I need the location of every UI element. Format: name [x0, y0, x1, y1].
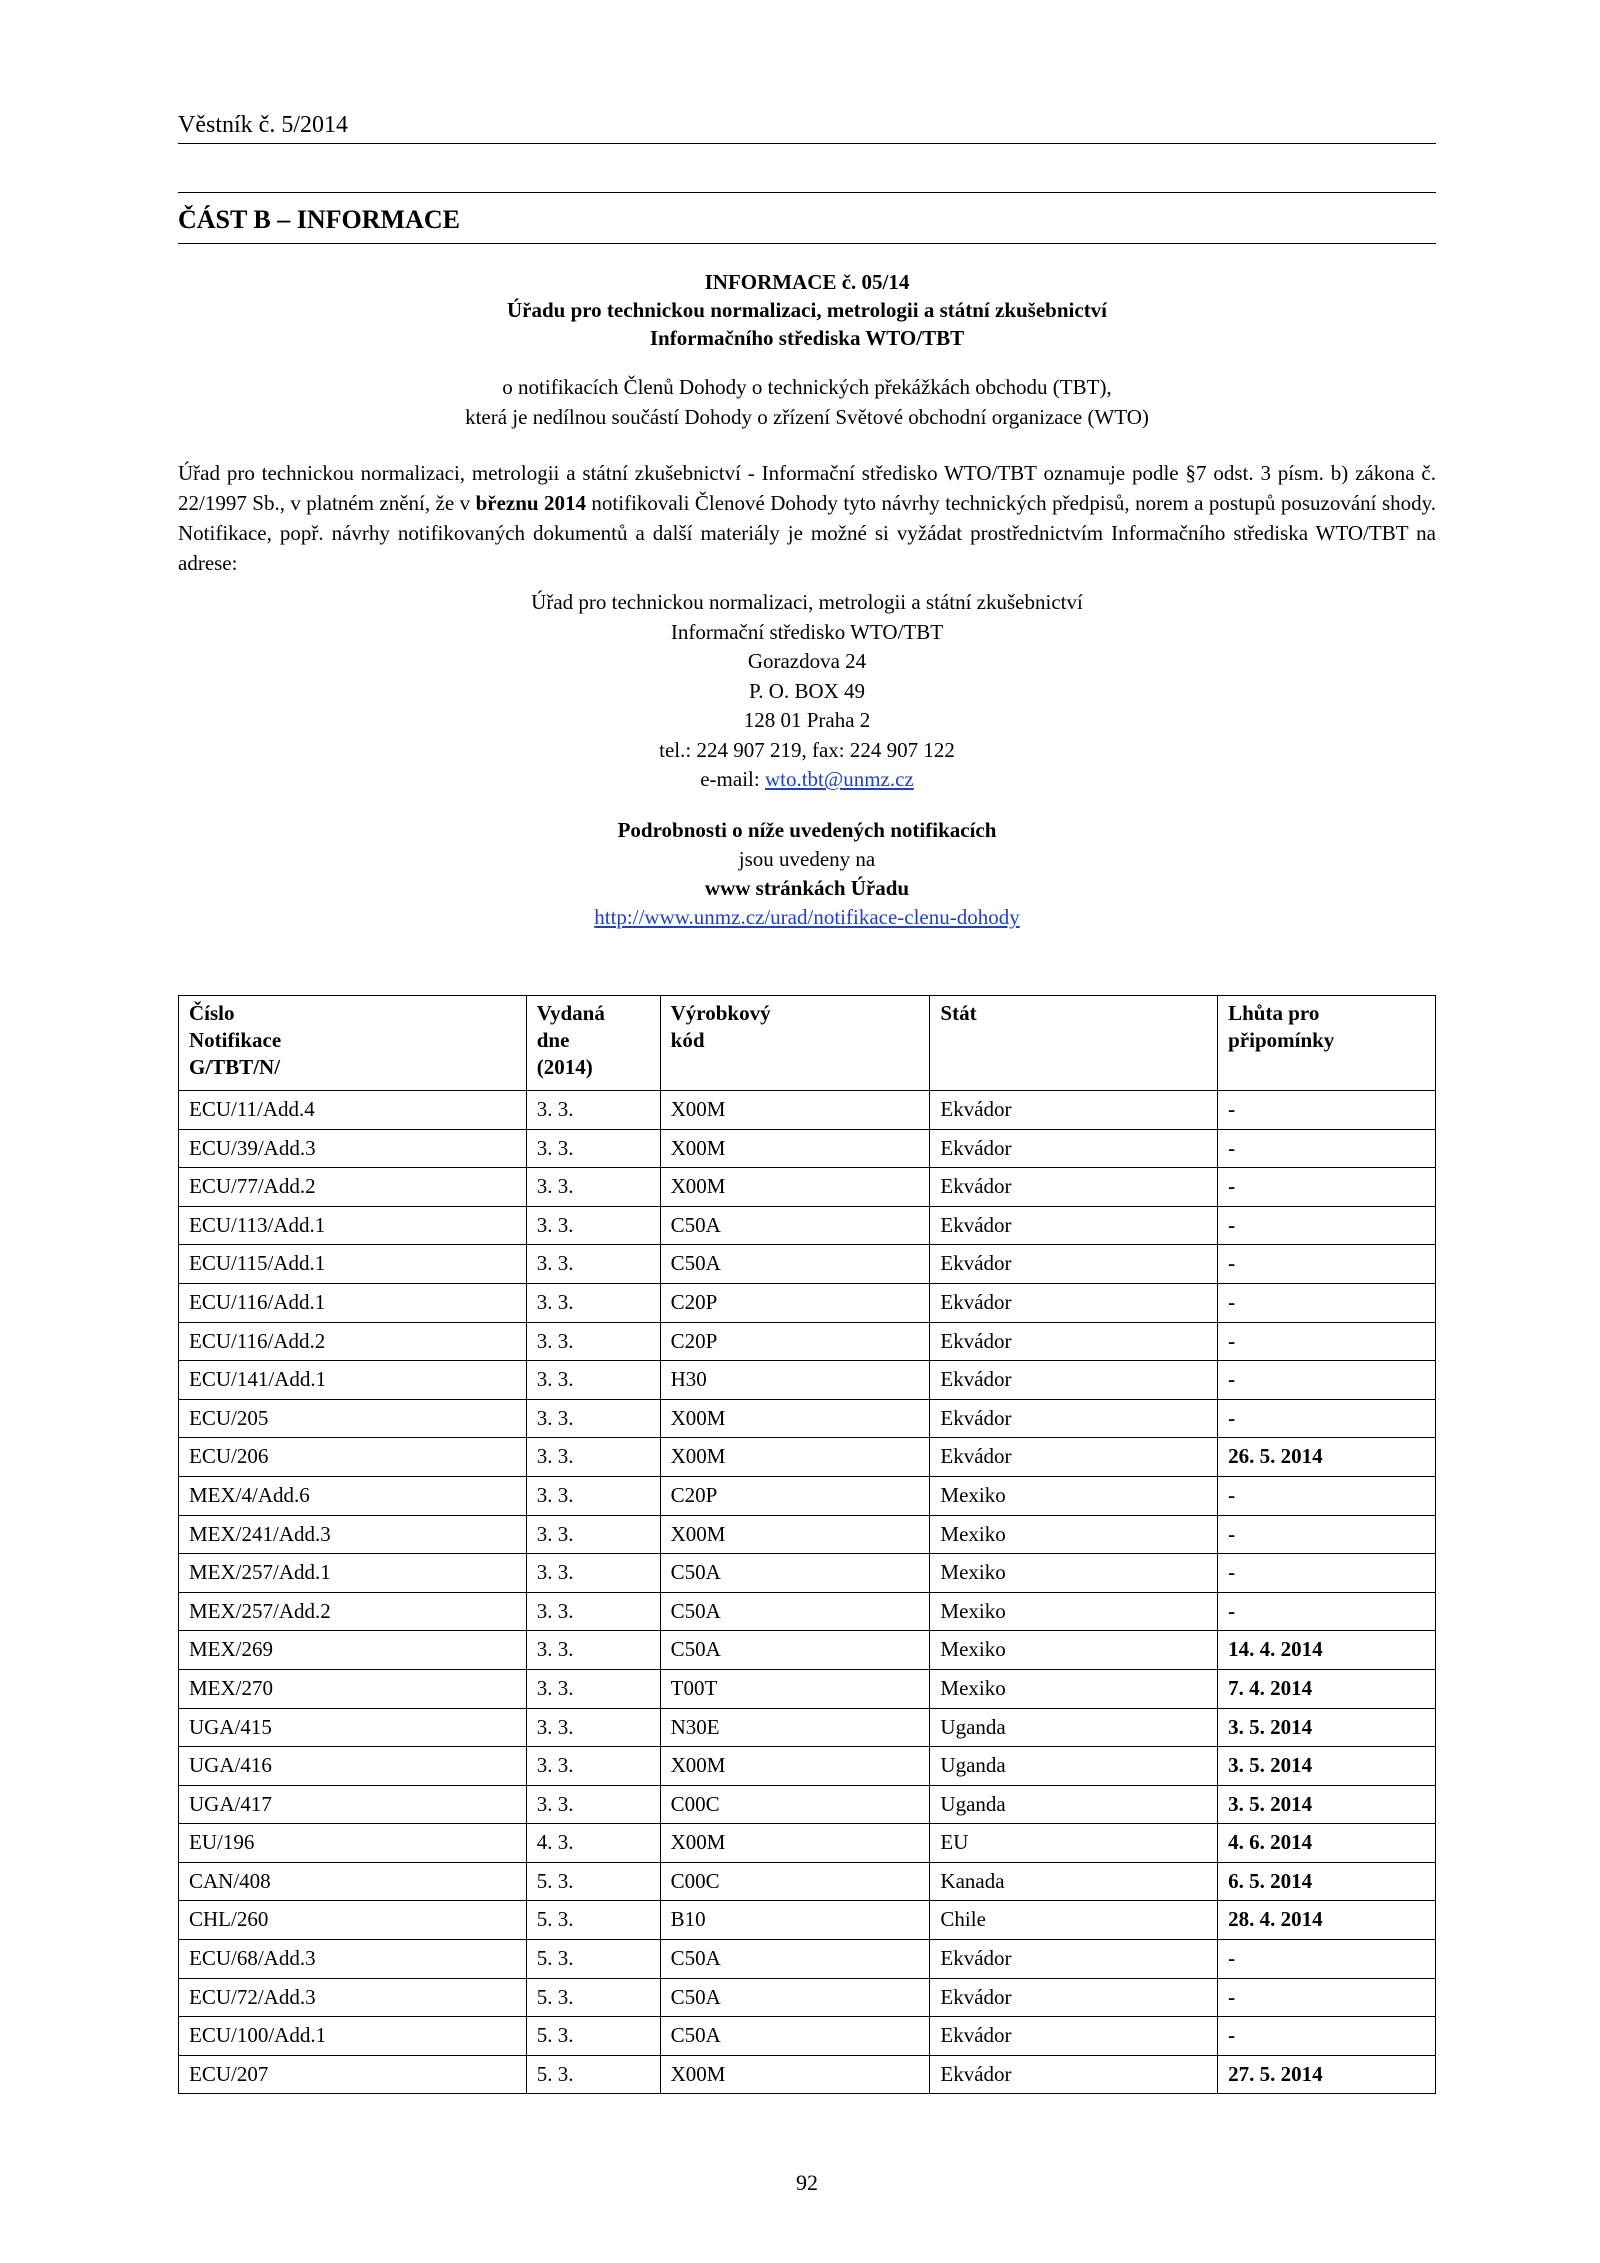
- table-row: [179, 1091, 1436, 1130]
- cell-issued-date: 3. 3.: [526, 1747, 660, 1786]
- cell-country: Ekvádor: [930, 1940, 1218, 1979]
- cell-product-code: C50A: [660, 1206, 930, 1245]
- table-row: [179, 1824, 1436, 1863]
- header-text: Stát: [940, 1001, 977, 1025]
- cell-comment-deadline: 7. 4. 2014: [1218, 1669, 1436, 1708]
- cell-notification-number: MEX/241/Add.3: [179, 1515, 527, 1554]
- cell-notification-number: ECU/116/Add.1: [179, 1283, 527, 1322]
- cell-notification-number: ECU/116/Add.2: [179, 1322, 527, 1361]
- details-line-1: Podrobnosti o níže uvedených notifikacích: [617, 818, 997, 842]
- info-about-line2: která je nedílnou součástí Dohody o zřízení Světové obchodní organizace (WTO): [465, 405, 1149, 429]
- cell-product-code: X00M: [660, 1091, 930, 1130]
- cell-country: Ekvádor: [930, 1245, 1218, 1284]
- cell-country: Ekvádor: [930, 1438, 1218, 1477]
- cell-notification-number: ECU/141/Add.1: [179, 1361, 527, 1400]
- cell-issued-date: 3. 3.: [526, 1091, 660, 1130]
- cell-comment-deadline: -: [1218, 1978, 1436, 2017]
- cell-comment-deadline: -: [1218, 1940, 1436, 1979]
- cell-product-code: N30E: [660, 1708, 930, 1747]
- cell-comment-deadline: -: [1218, 1592, 1436, 1631]
- cell-issued-date: 3. 3.: [526, 1515, 660, 1554]
- col-header-product-code: [660, 996, 930, 1091]
- table-row: [179, 1515, 1436, 1554]
- cell-notification-number: MEX/269: [179, 1631, 527, 1670]
- cell-country: Uganda: [930, 1747, 1218, 1786]
- cell-issued-date: 3. 3.: [526, 1708, 660, 1747]
- table-row: [179, 1361, 1436, 1400]
- cell-country: Ekvádor: [930, 1978, 1218, 2017]
- cell-notification-number: ECU/207: [179, 2055, 527, 2094]
- info-center: Informačního střediska WTO/TBT: [649, 326, 965, 350]
- cell-country: Uganda: [930, 1785, 1218, 1824]
- cell-comment-deadline: 3. 5. 2014: [1218, 1747, 1436, 1786]
- cell-issued-date: 3. 3.: [526, 1129, 660, 1168]
- cell-notification-number: ECU/11/Add.4: [179, 1091, 527, 1130]
- table-row: [179, 2017, 1436, 2056]
- details-line-3: www stránkách Úřadu: [704, 876, 910, 900]
- header-text: (2014): [536, 1055, 593, 1079]
- details-url-link[interactable]: http://www.unmz.cz/urad/notifikace-clenu-dohody: [594, 905, 1020, 929]
- info-office: Úřadu pro technickou normalizaci, metrologii a státní zkušebnictví: [506, 298, 1108, 322]
- cell-issued-date: 3. 3.: [526, 1554, 660, 1593]
- table-row: [179, 1785, 1436, 1824]
- cell-comment-deadline: -: [1218, 1091, 1436, 1130]
- header-text: Notifikace: [189, 1028, 282, 1052]
- cell-comment-deadline: 3. 5. 2014: [1218, 1708, 1436, 1747]
- cell-comment-deadline: -: [1218, 1554, 1436, 1593]
- cell-comment-deadline: -: [1218, 1206, 1436, 1245]
- cell-product-code: T00T: [660, 1669, 930, 1708]
- cell-comment-deadline: 27. 5. 2014: [1218, 2055, 1436, 2094]
- cell-notification-number: ECU/113/Add.1: [179, 1206, 527, 1245]
- cell-country: Ekvádor: [930, 1399, 1218, 1438]
- cell-product-code: X00M: [660, 1438, 930, 1477]
- cell-country: Mexiko: [930, 1476, 1218, 1515]
- table-row: [179, 1631, 1436, 1670]
- cell-country: Chile: [930, 1901, 1218, 1940]
- table-row: [179, 1206, 1436, 1245]
- cell-country: Ekvádor: [930, 1361, 1218, 1400]
- cell-product-code: X00M: [660, 1399, 930, 1438]
- col-header-deadline: [1218, 996, 1436, 1091]
- cell-issued-date: 3. 3.: [526, 1322, 660, 1361]
- cell-issued-date: 5. 3.: [526, 2017, 660, 2056]
- cell-product-code: C50A: [660, 1940, 930, 1979]
- table-row: [179, 1129, 1436, 1168]
- address-line-2: Informační středisko WTO/TBT: [670, 619, 944, 644]
- cell-notification-number: ECU/206: [179, 1438, 527, 1477]
- cell-country: Mexiko: [930, 1631, 1218, 1670]
- table-row: [179, 1940, 1436, 1979]
- cell-country: Ekvádor: [930, 1206, 1218, 1245]
- table-header-row: [179, 996, 1436, 1091]
- header-text: dne: [536, 1028, 570, 1052]
- cell-product-code: X00M: [660, 2055, 930, 2094]
- intro-text-1: Úřad pro technickou normalizaci, metrologii a státní zkušebnictví - Informační středisko WTO/TBT oznamuje podle §7 odst. 3 písm. b) zákona č. 22/1997 Sb., v platném znění, že v: [178, 461, 1436, 515]
- intro-month: březnu 2014: [475, 491, 586, 515]
- header-text: G/TBT/N/: [189, 1055, 281, 1079]
- info-heading: [178, 268, 1436, 352]
- cell-country: EU: [930, 1824, 1218, 1863]
- address-line-4: P. O. BOX 49: [748, 678, 866, 703]
- table-row: [179, 1901, 1436, 1940]
- cell-product-code: C00C: [660, 1785, 930, 1824]
- cell-notification-number: CHL/260: [179, 1901, 527, 1940]
- header-text: Číslo: [189, 1001, 235, 1025]
- header-text: připomínky: [1228, 1028, 1335, 1052]
- cell-product-code: C50A: [660, 1554, 930, 1593]
- cell-country: Ekvádor: [930, 2017, 1218, 2056]
- table-row: [179, 1283, 1436, 1322]
- address-line-5: 128 01 Praha 2: [743, 708, 871, 732]
- cell-comment-deadline: -: [1218, 1322, 1436, 1361]
- cell-notification-number: EU/196: [179, 1824, 527, 1863]
- cell-issued-date: 3. 3.: [526, 1592, 660, 1631]
- cell-comment-deadline: -: [1218, 1361, 1436, 1400]
- col-header-notification: [179, 996, 527, 1091]
- cell-product-code: X00M: [660, 1747, 930, 1786]
- cell-notification-number: ECU/115/Add.1: [179, 1245, 527, 1284]
- cell-product-code: C20P: [660, 1322, 930, 1361]
- table-row: [179, 1669, 1436, 1708]
- table-body: [179, 1091, 1436, 2094]
- cell-comment-deadline: -: [1218, 1168, 1436, 1207]
- email-link[interactable]: wto.tbt@unmz.cz: [764, 767, 914, 791]
- header-text: Výrobkový: [670, 1001, 771, 1025]
- table-row: [179, 1399, 1436, 1438]
- cell-issued-date: 5. 3.: [526, 1940, 660, 1979]
- journal-header: Věstník č. 5/2014: [178, 112, 1436, 144]
- details-line-2: jsou uvedeny na: [738, 847, 876, 871]
- cell-comment-deadline: 6. 5. 2014: [1218, 1862, 1436, 1901]
- table-row: [179, 1747, 1436, 1786]
- header-text: kód: [670, 1028, 705, 1052]
- cell-notification-number: ECU/68/Add.3: [179, 1940, 527, 1979]
- cell-issued-date: 3. 3.: [526, 1476, 660, 1515]
- table-row: [179, 1862, 1436, 1901]
- cell-comment-deadline: 3. 5. 2014: [1218, 1785, 1436, 1824]
- page-number: 92: [796, 2170, 818, 2195]
- address-line-1: Úřad pro technickou normalizaci, metrologii a státní zkušebnictví: [531, 590, 1083, 614]
- cell-comment-deadline: 4. 6. 2014: [1218, 1824, 1436, 1863]
- cell-comment-deadline: -: [1218, 1399, 1436, 1438]
- cell-product-code: C00C: [660, 1862, 930, 1901]
- cell-product-code: H30: [660, 1361, 930, 1400]
- cell-issued-date: 3. 3.: [526, 1785, 660, 1824]
- cell-product-code: C20P: [660, 1283, 930, 1322]
- cell-product-code: C50A: [660, 1245, 930, 1284]
- table-row: [179, 1438, 1436, 1477]
- cell-issued-date: 3. 3.: [526, 1438, 660, 1477]
- cell-issued-date: 3. 3.: [526, 1206, 660, 1245]
- cell-product-code: C50A: [660, 2017, 930, 2056]
- cell-product-code: X00M: [660, 1515, 930, 1554]
- cell-comment-deadline: 14. 4. 2014: [1218, 1631, 1436, 1670]
- cell-issued-date: 5. 3.: [526, 1862, 660, 1901]
- cell-issued-date: 5. 3.: [526, 2055, 660, 2094]
- intro-paragraph: [178, 458, 1436, 578]
- table-row: [179, 1708, 1436, 1747]
- table-row: [179, 1476, 1436, 1515]
- cell-product-code: X00M: [660, 1168, 930, 1207]
- cell-issued-date: 3. 3.: [526, 1168, 660, 1207]
- cell-notification-number: MEX/257/Add.2: [179, 1592, 527, 1631]
- cell-comment-deadline: -: [1218, 1283, 1436, 1322]
- cell-notification-number: UGA/415: [179, 1708, 527, 1747]
- cell-issued-date: 3. 3.: [526, 1245, 660, 1284]
- cell-country: Ekvádor: [930, 1129, 1218, 1168]
- cell-country: Mexiko: [930, 1554, 1218, 1593]
- table-row: [179, 1978, 1436, 2017]
- cell-country: Ekvádor: [930, 2055, 1218, 2094]
- cell-comment-deadline: -: [1218, 1476, 1436, 1515]
- cell-product-code: C50A: [660, 1592, 930, 1631]
- cell-issued-date: 3. 3.: [526, 1669, 660, 1708]
- header-text: Vydaná: [536, 1001, 605, 1025]
- cell-country: Ekvádor: [930, 1322, 1218, 1361]
- info-number: INFORMACE č. 05/14: [704, 270, 910, 294]
- table-row: [179, 1322, 1436, 1361]
- header-text: Lhůta pro: [1228, 1001, 1320, 1025]
- cell-product-code: C20P: [660, 1476, 930, 1515]
- cell-issued-date: 5. 3.: [526, 1901, 660, 1940]
- cell-country: Ekvádor: [930, 1283, 1218, 1322]
- table-row: [179, 2055, 1436, 2094]
- info-subheading: [178, 372, 1436, 432]
- cell-product-code: B10: [660, 1901, 930, 1940]
- cell-notification-number: MEX/270: [179, 1669, 527, 1708]
- cell-issued-date: 5. 3.: [526, 1978, 660, 2017]
- cell-country: Kanada: [930, 1862, 1218, 1901]
- col-header-country: [930, 996, 1218, 1091]
- address-email-line: [178, 765, 1436, 795]
- cell-country: Mexiko: [930, 1515, 1218, 1554]
- address-phone: tel.: 224 907 219, fax: 224 907 122: [659, 737, 955, 762]
- cell-product-code: X00M: [660, 1824, 930, 1863]
- cell-country: Mexiko: [930, 1669, 1218, 1708]
- cell-product-code: C50A: [660, 1978, 930, 2017]
- cell-product-code: X00M: [660, 1129, 930, 1168]
- intro-text-2: notifikovali Členové Dohody tyto návrhy technických předpisů, norem a postupů posuzování shody. Notifikace, popř. návrhy notifikovaných dokumentů a další materiály je možné si vyžádat prostřednictvím Informačního střediska WTO/TBT na adrese:: [178, 491, 1437, 575]
- table-row: [179, 1554, 1436, 1593]
- cell-comment-deadline: -: [1218, 1129, 1436, 1168]
- cell-notification-number: ECU/100/Add.1: [179, 2017, 527, 2056]
- cell-country: Mexiko: [930, 1592, 1218, 1631]
- address-block: [178, 588, 1436, 795]
- cell-notification-number: UGA/417: [179, 1785, 527, 1824]
- col-header-issued: [526, 996, 660, 1091]
- notifications-table: [178, 995, 1436, 2094]
- table-row: [179, 1168, 1436, 1207]
- cell-notification-number: ECU/205: [179, 1399, 527, 1438]
- table-row: [179, 1592, 1436, 1631]
- cell-comment-deadline: 26. 5. 2014: [1218, 1438, 1436, 1477]
- cell-notification-number: CAN/408: [179, 1862, 527, 1901]
- cell-notification-number: ECU/77/Add.2: [179, 1168, 527, 1207]
- email-label: e-mail:: [700, 767, 765, 791]
- details-block: [178, 816, 1436, 932]
- cell-comment-deadline: -: [1218, 1515, 1436, 1554]
- cell-notification-number: MEX/257/Add.1: [179, 1554, 527, 1593]
- cell-comment-deadline: -: [1218, 1245, 1436, 1284]
- table-row: [179, 1245, 1436, 1284]
- cell-issued-date: 4. 3.: [526, 1824, 660, 1863]
- cell-notification-number: ECU/72/Add.3: [179, 1978, 527, 2017]
- section-title: ČÁST B – INFORMACE: [178, 192, 1436, 244]
- cell-notification-number: ECU/39/Add.3: [179, 1129, 527, 1168]
- cell-product-code: C50A: [660, 1631, 930, 1670]
- cell-country: Ekvádor: [930, 1091, 1218, 1130]
- info-about-line1: o notifikacích Členů Dohody o technických překážkách obchodu (TBT),: [502, 375, 1112, 399]
- cell-notification-number: UGA/416: [179, 1747, 527, 1786]
- cell-comment-deadline: 28. 4. 2014: [1218, 1901, 1436, 1940]
- cell-issued-date: 3. 3.: [526, 1283, 660, 1322]
- address-line-3: Gorazdova 24: [747, 649, 867, 673]
- cell-country: Uganda: [930, 1708, 1218, 1747]
- cell-issued-date: 3. 3.: [526, 1631, 660, 1670]
- cell-notification-number: MEX/4/Add.6: [179, 1476, 527, 1515]
- cell-country: Ekvádor: [930, 1168, 1218, 1207]
- cell-issued-date: 3. 3.: [526, 1399, 660, 1438]
- cell-issued-date: 3. 3.: [526, 1361, 660, 1400]
- cell-comment-deadline: -: [1218, 2017, 1436, 2056]
